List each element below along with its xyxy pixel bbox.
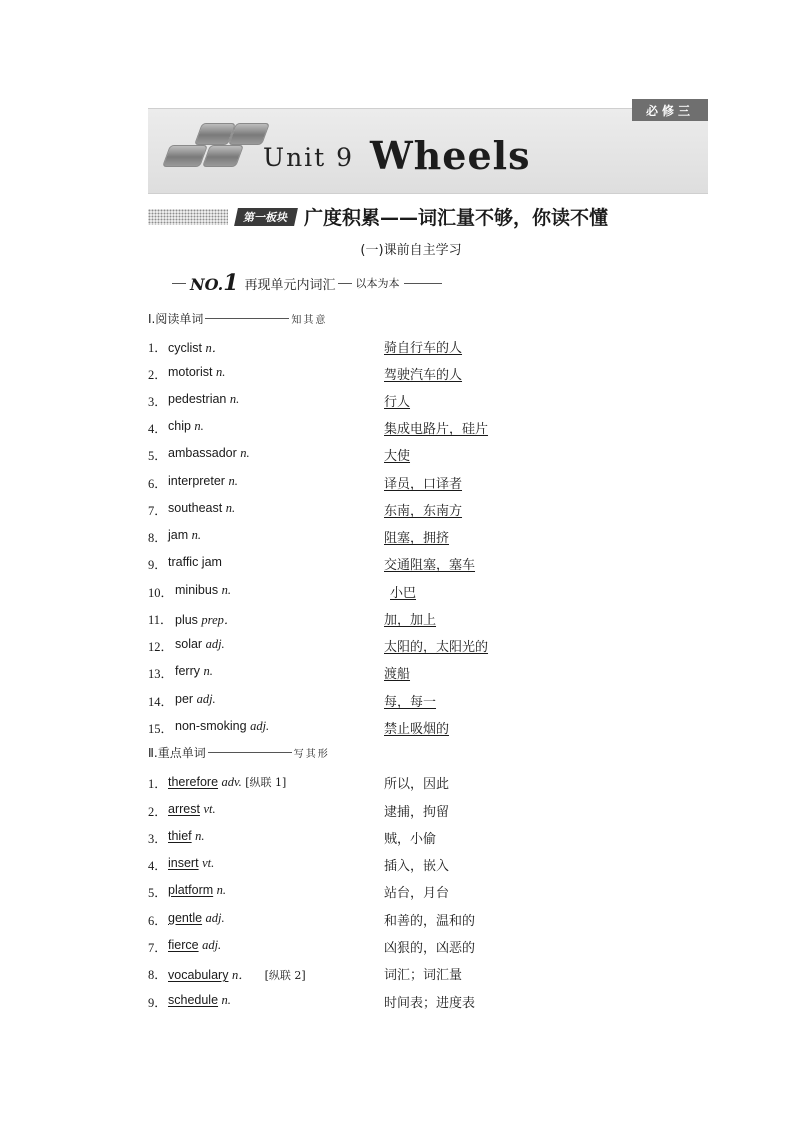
unit-banner [148, 103, 708, 194]
key-word-row [148, 800, 708, 820]
vocab-meaning: 交通阻塞，塞车 [384, 558, 476, 573]
item-number: 3． [148, 832, 167, 846]
item-number: 2． [148, 368, 167, 382]
vocab-row [148, 690, 708, 710]
part2-heading [148, 744, 330, 761]
item-number: 10． [148, 586, 174, 600]
vocab-word: plus prep． [175, 613, 237, 627]
key-word: therefore adv. [纵联 1] [168, 775, 287, 789]
vocab-row [148, 336, 708, 356]
item-number: 11． [148, 613, 173, 627]
key-word-meaning: 所以，因此 [384, 777, 450, 792]
item-number: 1． [148, 341, 167, 355]
key-word-row [148, 909, 708, 929]
unit-title: Wheels [370, 133, 531, 178]
item-number: 4． [148, 422, 167, 436]
item-number: 14． [148, 695, 174, 709]
vocab-row [148, 417, 708, 437]
vocab-word: solar adj. [175, 637, 225, 651]
part1-label: Ⅰ.阅读单词 [148, 312, 204, 326]
key-word-meaning: 逮捕，拘留 [384, 805, 450, 820]
item-number: 5． [148, 449, 167, 463]
vocab-row [148, 499, 708, 519]
vocab-row [148, 717, 708, 737]
item-number: 7． [148, 941, 167, 955]
key-word-meaning: 和善的，温和的 [384, 914, 476, 929]
vocab-row [148, 444, 708, 464]
divider [404, 283, 442, 284]
vocab-row [148, 363, 708, 383]
item-number: 3． [148, 395, 167, 409]
item-number: 1． [148, 777, 167, 791]
vocab-row [148, 581, 708, 601]
vocab-word: interpreter n. [168, 474, 238, 488]
vocab-row [148, 635, 708, 655]
vocab-meaning: 译员，口译者 [384, 477, 463, 492]
part2-hint: 写其形 [293, 749, 330, 760]
part1-heading [148, 310, 327, 327]
item-number: 6． [148, 914, 167, 928]
vocab-word: jam n. [168, 528, 202, 542]
vocab-word: chip n. [168, 419, 204, 433]
banner-photo-tiles [158, 119, 258, 179]
part1-hint: 知其意 [291, 315, 328, 326]
photo-tile [228, 123, 270, 145]
vocab-word: pedestrian n. [168, 392, 240, 406]
item-number: 8． [148, 531, 167, 545]
vocab-meaning: 骑自行车的人 [384, 341, 463, 356]
key-word-meaning: 贼，小偷 [384, 832, 437, 847]
key-word: schedule n. [168, 993, 231, 1007]
item-number: 6． [148, 477, 167, 491]
item-number: 9． [148, 558, 167, 572]
vocab-word: non-smoking adj. [175, 719, 270, 733]
key-word-meaning: 时间表；进度表 [384, 996, 476, 1011]
vocab-meaning: 禁止吸烟的 [384, 722, 450, 737]
vocab-row [148, 553, 708, 573]
vocab-meaning: 驾驶汽车的人 [384, 368, 463, 383]
no1-label: NO.1 [190, 270, 239, 296]
item-number: 5． [148, 886, 167, 900]
key-word-row [148, 881, 708, 901]
vocab-row [148, 526, 708, 546]
key-word: gentle adj. [168, 911, 225, 925]
item-number: 12． [148, 640, 174, 654]
vocab-word: ambassador n. [168, 446, 250, 460]
vocab-row [148, 390, 708, 410]
divider [172, 283, 186, 284]
vocab-row [148, 608, 708, 628]
key-word-row [148, 827, 708, 847]
key-word: thief n. [168, 829, 205, 843]
key-word-row [148, 854, 708, 874]
item-number: 7． [148, 504, 167, 518]
key-word: arrest vt. [168, 802, 216, 816]
vocab-meaning: 集成电路片，硅片 [384, 422, 489, 437]
subheading-text: (一)课前自主学习 [360, 243, 462, 258]
block-title: 广度积累——词汇量不够，你读不懂 [304, 207, 609, 229]
no1-heading [172, 271, 442, 295]
photo-tile [162, 145, 208, 167]
vocab-meaning: 大使 [384, 449, 411, 464]
item-number: 2． [148, 805, 167, 819]
key-word-row [148, 772, 708, 792]
volume-tag: 必修三 [632, 99, 708, 121]
item-number: 4． [148, 859, 167, 873]
subheading [0, 239, 794, 258]
vocab-word: motorist n. [168, 365, 226, 379]
block-badge: 第一板块 [234, 208, 298, 226]
vocab-row [148, 472, 708, 492]
key-word-row [148, 963, 708, 983]
vocab-meaning: 东南，东南方 [384, 504, 463, 519]
key-word: fierce adj. [168, 938, 222, 952]
vocab-meaning: 行人 [384, 395, 411, 410]
no1-title: 再现单元内词汇 [244, 277, 336, 293]
vocab-meaning: 小巴 [390, 586, 417, 601]
key-word: platform n. [168, 883, 227, 897]
vocab-word: cyclist n． [168, 341, 225, 355]
key-word: insert vt. [168, 856, 215, 870]
vocab-word: southeast n. [168, 501, 236, 515]
vocab-meaning: 每，每一 [384, 695, 437, 710]
part2-label: Ⅱ.重点单词 [148, 746, 206, 760]
vocab-word: ferry n. [175, 664, 213, 678]
key-word-meaning: 站台，月台 [384, 886, 450, 901]
vocab-meaning: 太阳的，太阳光的 [384, 640, 489, 655]
vocab-row [148, 662, 708, 682]
vocab-meaning: 渡船 [384, 667, 411, 682]
item-number: 15． [148, 722, 174, 736]
dotted-decoration [148, 209, 228, 225]
unit-label: Unit 9 [263, 143, 355, 172]
vocab-word: per adj. [175, 692, 216, 706]
item-number: 8． [148, 968, 167, 982]
divider [338, 283, 352, 284]
divider [208, 752, 292, 753]
key-word-meaning: 凶狠的，凶恶的 [384, 941, 476, 956]
vocab-meaning: 加，加上 [384, 613, 437, 628]
item-number: 13． [148, 667, 174, 681]
key-word-meaning: 词汇；词汇量 [384, 968, 463, 983]
photo-tile [202, 145, 244, 167]
vocab-word: traffic jam [168, 555, 222, 569]
item-number: 9． [148, 996, 167, 1010]
key-word-meaning: 插入，嵌入 [384, 859, 450, 874]
key-word-row [148, 991, 708, 1011]
no1-subtitle: 以本为本 [355, 277, 400, 290]
key-word-row [148, 936, 708, 956]
vocab-word: minibus n. [175, 583, 231, 597]
vocab-meaning: 阻塞，拥挤 [384, 531, 450, 546]
divider [205, 318, 289, 319]
key-word: vocabulary n． [纵联 2] [168, 968, 306, 982]
